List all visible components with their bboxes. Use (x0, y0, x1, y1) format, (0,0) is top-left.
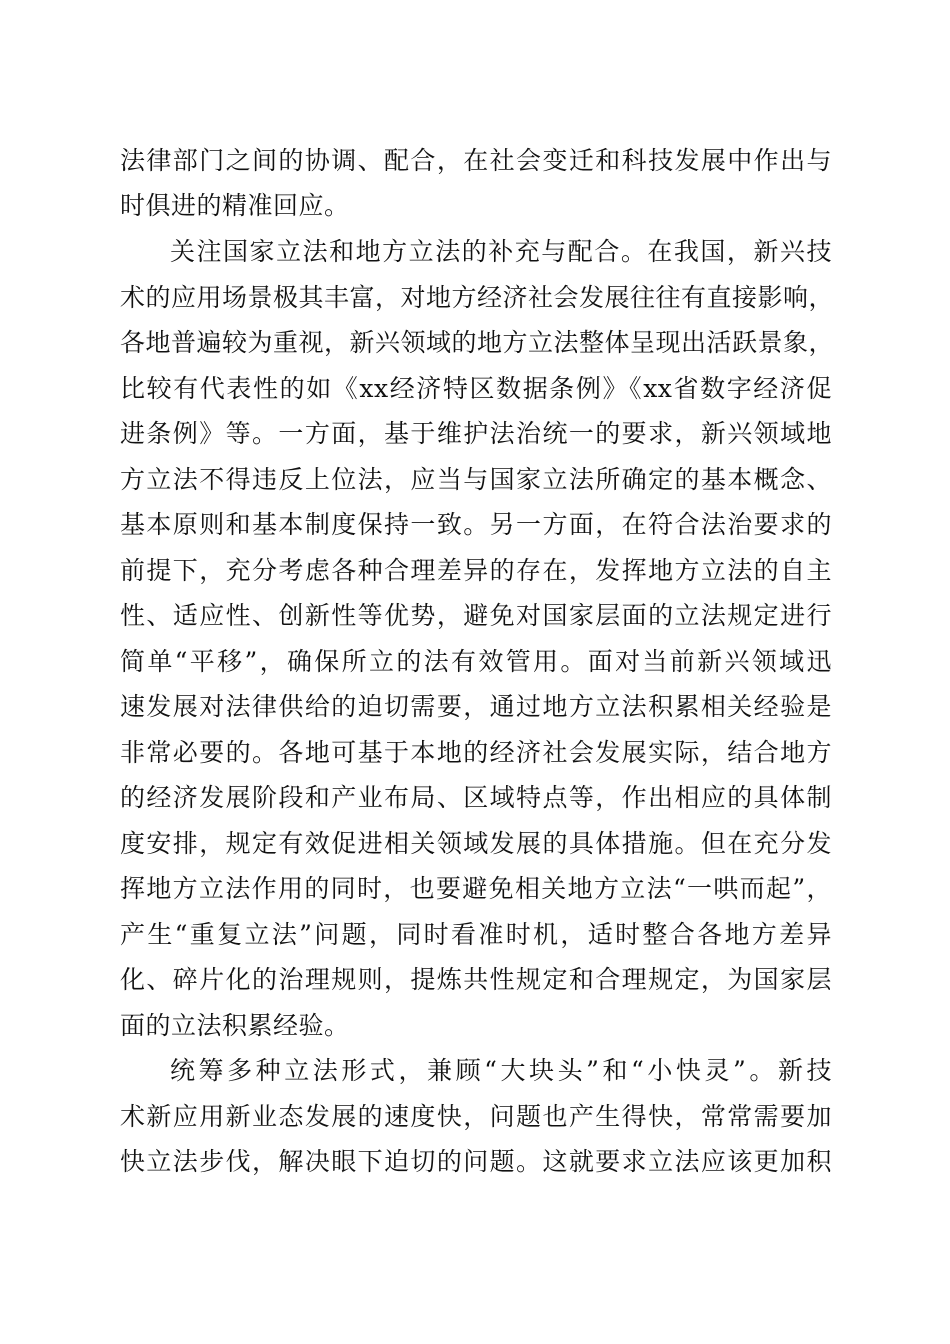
text-line: 术新应用新业态发展的速度快，问题也产生得快，常常需要加 (120, 1102, 832, 1131)
text-line: 挥地方立法作用的同时，也要避免相关地方立法“一哄而起”， (120, 874, 832, 903)
paragraph-start-line: 统筹多种立法形式，兼顾“大块头”和“小快灵”。新技 (170, 1056, 832, 1085)
text-line: 快立法步伐，解决眼下迫切的问题。这就要求立法应该更加积 (120, 1147, 832, 1176)
text-line: 各地普遍较为重视，新兴领域的地方立法整体呈现出活跃景象， (120, 328, 835, 357)
text-line: 度安排，规定有效促进相关领域发展的具体措施。但在充分发 (120, 829, 832, 858)
text-line: 术的应用场景极其丰富，对地方经济社会发展往往有直接影响， (120, 283, 835, 312)
text-line: 基本原则和基本制度保持一致。另一方面，在符合法治要求的 (120, 510, 832, 539)
text-line: 化、碎片化的治理规则，提炼共性规定和合理规定，为国家层 (120, 965, 832, 994)
text-line: 进条例》等。一方面，基于维护法治统一的要求，新兴领域地 (120, 419, 832, 448)
text-line: 性、适应性、创新性等优势，避免对国家层面的立法规定进行 (120, 601, 832, 630)
paragraph-start-line: 关注国家立法和地方立法的补充与配合。在我国，新兴技 (170, 237, 832, 266)
text-line: 速发展对法律供给的迫切需要，通过地方立法积累相关经验是 (120, 692, 832, 721)
text-line: 方立法不得违反上位法，应当与国家立法所确定的基本概念、 (120, 465, 832, 494)
text-line: 简单“平移”，确保所立的法有效管用。面对当前新兴领域迅 (120, 647, 832, 676)
text-line: 法律部门之间的协调、配合，在社会变迁和科技发展中作出与 (120, 146, 832, 175)
text-line: 非常必要的。各地可基于本地的经济社会发展实际，结合地方 (120, 738, 832, 767)
text-line: 时俱进的精准回应。 (120, 191, 350, 220)
text-line: 面的立法积累经验。 (120, 1011, 350, 1040)
text-line: 比较有代表性的如《xx经济特区数据条例》《xx省数字经济促 (120, 374, 832, 403)
text-line: 的经济发展阶段和产业布局、区域特点等，作出相应的具体制 (120, 783, 832, 812)
text-line: 前提下，充分考虑各种合理差异的存在，发挥地方立法的自主 (120, 556, 832, 585)
text-line: 产生“重复立法”问题，同时看准时机，适时整合各地方差异 (120, 920, 832, 949)
